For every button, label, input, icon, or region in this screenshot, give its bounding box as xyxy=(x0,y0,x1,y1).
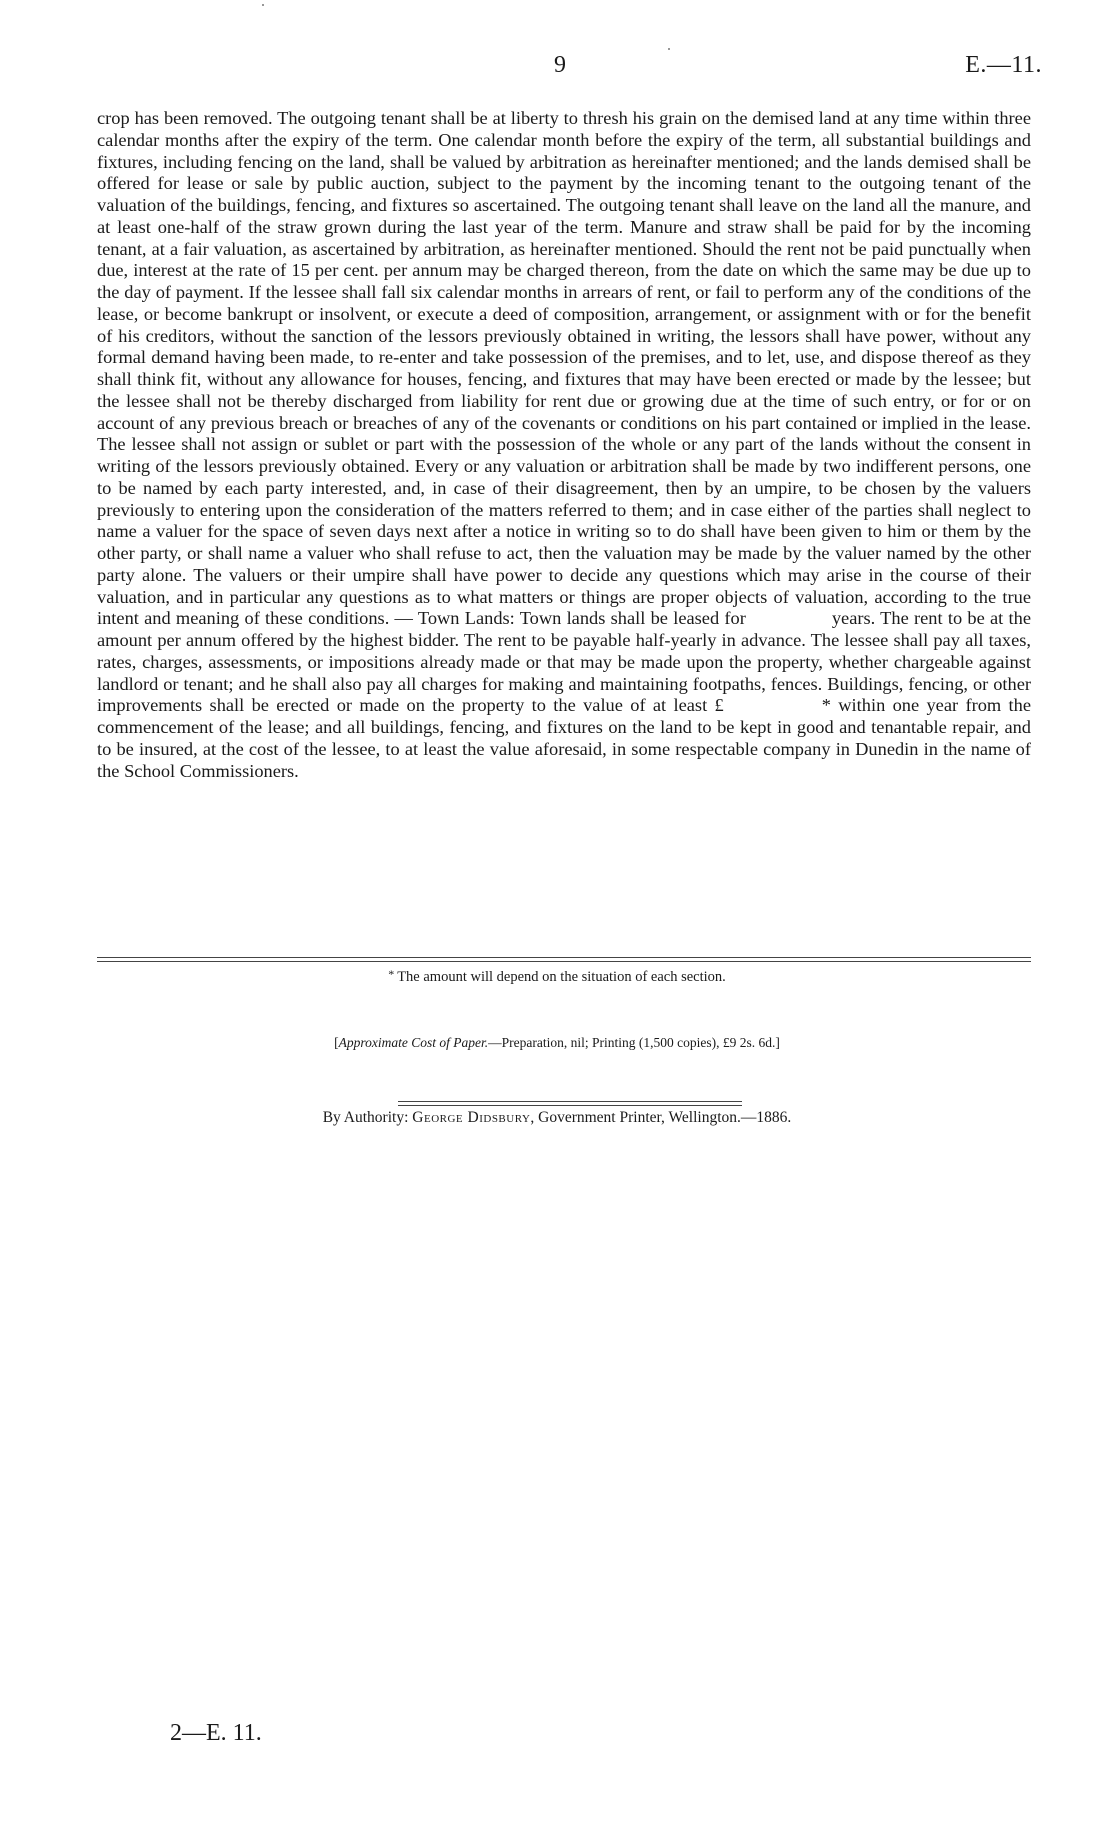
footnote-rule xyxy=(97,957,1031,962)
imprint-rule xyxy=(398,1101,742,1106)
cost-detail: —Preparation, nil; Printing (1,500 copies), £9 2s. 6d.] xyxy=(488,1035,780,1050)
imprint-suffix: , Government Printer, Wellington.—1886. xyxy=(530,1109,792,1126)
imprint-prefix: By Authority: xyxy=(322,1109,413,1126)
footnote-text: The amount will depend on the situation of each section. xyxy=(397,969,726,985)
body-text-part-2: years. The rent to be at the amount per annum offered by the highest bidder. The rent to be payable half-yearly in advance. The lessee shall pay all taxes, rates, charges, assessments, or impositions already made or that may be made upon the property, whether chargeable against landlord or tenant; and he shall also pay all charges for making and maintaining footpaths, fences. Buildings, fencing, or other improvements shall be erected or made on the property to the value of at least £ xyxy=(97,608,1031,716)
body-text-part-1: crop has been removed. The outgoing tenant shall be at liberty to thresh his grain on the demised land at any time within three calendar months after the expiry of the term. One calendar month before the expiry of the term, all substantial buildings and fixtures, including fencing on the land, shall be valued by arbitration as hereinafter mentioned; and the lands demised shall be offered for lease or sale by public auction, subject to the payment by the incoming tenant to the outgoing tenant of the valuation of the buildings, fencing, and fixtures so ascertained. The outgoing tenant shall leave on the land all the manure, and at least one-half of the straw grown during the last year of the term. Manure and straw shall be paid for by the incoming tenant, at a fair valuation, as ascertained by arbitration, as hereinafter mentioned. Should the rent not be paid punctually when due, interest at the rate of 15 per cent. per annum may be charged thereon, from the date on which the same may be due up to the day of payment. If the lessee shall fall six calendar months in arrears of rent, or fail to perform any of the conditions of the lease, or become bankrupt or insolvent, or execute a deed of composition, arrangement, or assignment with or for the benefit of his creditors, without the sanction of the lessors previously obtained in writing, the lessors shall have power, without any formal demand having been made, to re-enter and take possession of the premises, and to let, use, and dispose thereof as they shall think fit, without any allowance for houses, fencing, and fixtures that may have been erected or made by the lessee; but the lessee shall not be thereby discharged from liability for rent due or growing due at the time of such entry, or for or on account of any previous breach or breaches of any of the covenants or conditions on his part contained or implied in the lease. The lessee shall not assign or sublet or part with the possession of the whole or any part of the lands without the consent in writing of the lessors previously obtained. Every or any valuation or arbitration shall be made by two indifferent persons, one to be named by each party interested, and, in case of their disagreement, then by an umpire, to be chosen by the valuers previously to entering upon the consideration of the matters referred to them; and in case either of the parties shall neglect to name a valuer for the space of seven days next after a notice in writing so to do shall have been given to him or them by the other party, or shall name a valuer who shall refuse to act, then the valuation may be made by the valuer named by the other party alone. The valuers or their umpire shall have power to decide any questions which may arise in the course of their valuation, and in particular any questions as to what matters or things are proper objects of valuation, according to the true intent and meaning of these conditions. — Town Lands: Town lands shall be leased for xyxy=(97,108,1031,629)
signature-mark: 2—E. 11. xyxy=(170,1720,262,1746)
body-paragraph xyxy=(97,108,1031,782)
footnote xyxy=(0,967,1114,986)
scan-speck xyxy=(262,4,264,6)
document-reference: E.—11. xyxy=(965,52,1042,78)
footnote-marker: * xyxy=(388,967,395,981)
cost-open-bracket: [ xyxy=(334,1035,339,1050)
page-number: 9 xyxy=(554,52,566,78)
body-text-part-3: * within one year from the commencement of the lease; and all buildings, fencing, and fixtures on the land to be kept in good and tenantable repair, and to be insured, at the cost of the lessee, to at least the value aforesaid, in some respectable company in Dunedin in the name of the School Commissioners. xyxy=(97,695,1031,781)
printer-imprint xyxy=(0,1109,1114,1127)
scan-speck xyxy=(668,48,670,50)
body-text xyxy=(97,108,1031,782)
imprint-printer: George Didsbury xyxy=(412,1109,531,1126)
cost-of-paper-note xyxy=(0,1035,1114,1051)
cost-label: Approximate Cost of Paper. xyxy=(338,1035,489,1050)
